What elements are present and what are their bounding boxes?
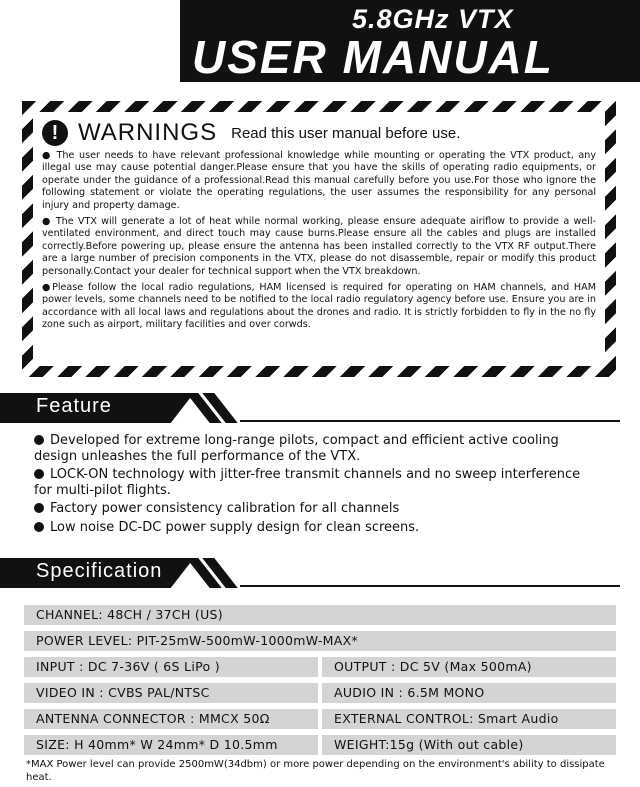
spec-audio-in: AUDIO IN : 6.5M MONO (322, 683, 616, 703)
bullet-icon (34, 503, 44, 513)
spec-antenna-connector: ANTENNA CONNECTOR : MMCX 50Ω (24, 709, 318, 729)
warnings-title: WARNINGS (78, 119, 218, 146)
spec-footnote: *MAX Power level can provide 2500mW(34dbm) or more power depending on the environment's ability to dissipate heat. (26, 759, 605, 783)
warning-text: The VTX will generate a lot of heat while normal working, please ensure adequate airiflow to provide a well-ventilated environment, and direct touch may cause burns.Please ensure all the cables and plugs are installed correctly.Before powering up, please ensure the antenna has been installed correctly to the VTX RF output.There are a large number of precision components in the VTX, please do not disassemble, repair or modify this product personally.Contact your dealer for technical support when the VTX breakdown. (42, 216, 596, 277)
feature-item (34, 501, 594, 517)
exclamation-icon: ! (42, 120, 68, 146)
warning-text: The user needs to have relevant professional knowledge while mounting or operating the VTX product, any illegal use may cause potential danger.Please ensure that you have the skills of operating radio equipments, or operate under the guidance of a professional.Read this manual carefully before you use.For those who ignore the following statement or violate the operating regulations, the user assumes the responsibility for any personal injury and property damage. (42, 150, 596, 211)
section-rule (240, 585, 620, 587)
feature-heading: Feature (36, 395, 112, 417)
spec-row (24, 605, 616, 625)
spec-output: OUTPUT : DC 5V (Max 500mA) (322, 657, 616, 677)
warnings-content (33, 112, 605, 366)
bullet-icon (34, 469, 44, 479)
specification-heading: Specification (36, 560, 163, 582)
header-banner (180, 0, 640, 82)
warnings-title-row (42, 116, 596, 150)
warning-paragraph: ● The VTX will generate a lot of heat while normal working, please ensure adequate airiflow to provide a well-ventilated environment, and direct touch may cause burns.Please ensure all the cables and plugs are installed correctly.Before powering up, please ensure the antenna has been installed correctly to the VTX RF output.There are a large number of precision components in the VTX, please do not disassemble, repair or modify this product personally.Contact your dealer for technical support when the VTX breakdown. (42, 216, 596, 277)
specification-section-bar (0, 558, 250, 588)
bullet-icon (34, 435, 44, 445)
spec-weight: WEIGHT:15g (With out cable) (322, 735, 616, 755)
feature-text: Low noise DC-DC power supply design for clean screens. (50, 519, 420, 535)
feature-item (34, 433, 594, 464)
spec-input: INPUT : DC 7-36V ( 6S LiPo ) (24, 657, 318, 677)
spec-row (24, 683, 616, 703)
spec-row (24, 631, 616, 651)
spec-size: SIZE: H 40mm* W 24mm* D 10.5mm (24, 735, 318, 755)
spec-row (24, 709, 616, 729)
spec-channel: CHANNEL: 48CH / 37CH (US) (24, 605, 616, 625)
warning-paragraph: ●Please follow the local radio regulations, HAM licensed is required for operating on HAM channels, and HAM power levels, some channels need to be notified to the local radio regulatory agency before use. Ensure you are in accordance with all local laws and regulations about the drones and radio. It is strictly forbidden to fly in the no fly zone such as airport, military facilities and over corwds. (42, 282, 596, 331)
feature-section-bar (0, 393, 250, 423)
warnings-box (22, 101, 616, 377)
warning-paragraph: ● The user needs to have relevant professional knowledge while mounting or operating the VTX product, any illegal use may cause potential danger.Please ensure that you have the skills of operating radio equipments, or operate under the guidance of a professional.Read this manual carefully before you use.For those who ignore the following statement or violate the operating regulations, the user assumes the responsibility for any personal injury and property damage. (42, 150, 596, 211)
feature-item (34, 467, 594, 498)
feature-list (34, 433, 594, 538)
header-subtitle: 5.8GHz VTX (352, 4, 514, 34)
spec-video-in: VIDEO IN : CVBS PAL/NTSC (24, 683, 318, 703)
section-rule (240, 420, 620, 422)
feature-text: Developed for extreme long-range pilots, compact and efficient active cooling design unleashes the full performance of the VTX. (34, 433, 559, 464)
feature-text: Factory power consistency calibration for all channels (50, 501, 400, 516)
warning-text: Please follow the local radio regulations, HAM licensed is required for operating on HAM channels, and HAM power levels, some channels need to be notified to the local radio regulatory agency before use. Ensure you are in accordance with all local laws and regulations about the drones and radio. It is strictly forbidden to fly in the no fly zone such as airport, military facilities and over corwds. (42, 282, 596, 331)
spec-power-level: POWER LEVEL: PIT-25mW-500mW-1000mW-MAX* (24, 631, 616, 651)
spec-row (24, 657, 616, 677)
feature-text: LOCK-ON technology with jitter-free transmit channels and no sweep interference for multi-pilot flights. (34, 467, 581, 498)
warnings-subtitle: Read this user manual before use. (231, 124, 461, 142)
feature-item (34, 520, 594, 536)
header-title: USER MANUAL (192, 31, 554, 83)
spec-external-control: EXTERNAL CONTROL: Smart Audio (322, 709, 616, 729)
spec-row (24, 735, 616, 755)
bullet-icon (34, 522, 44, 532)
